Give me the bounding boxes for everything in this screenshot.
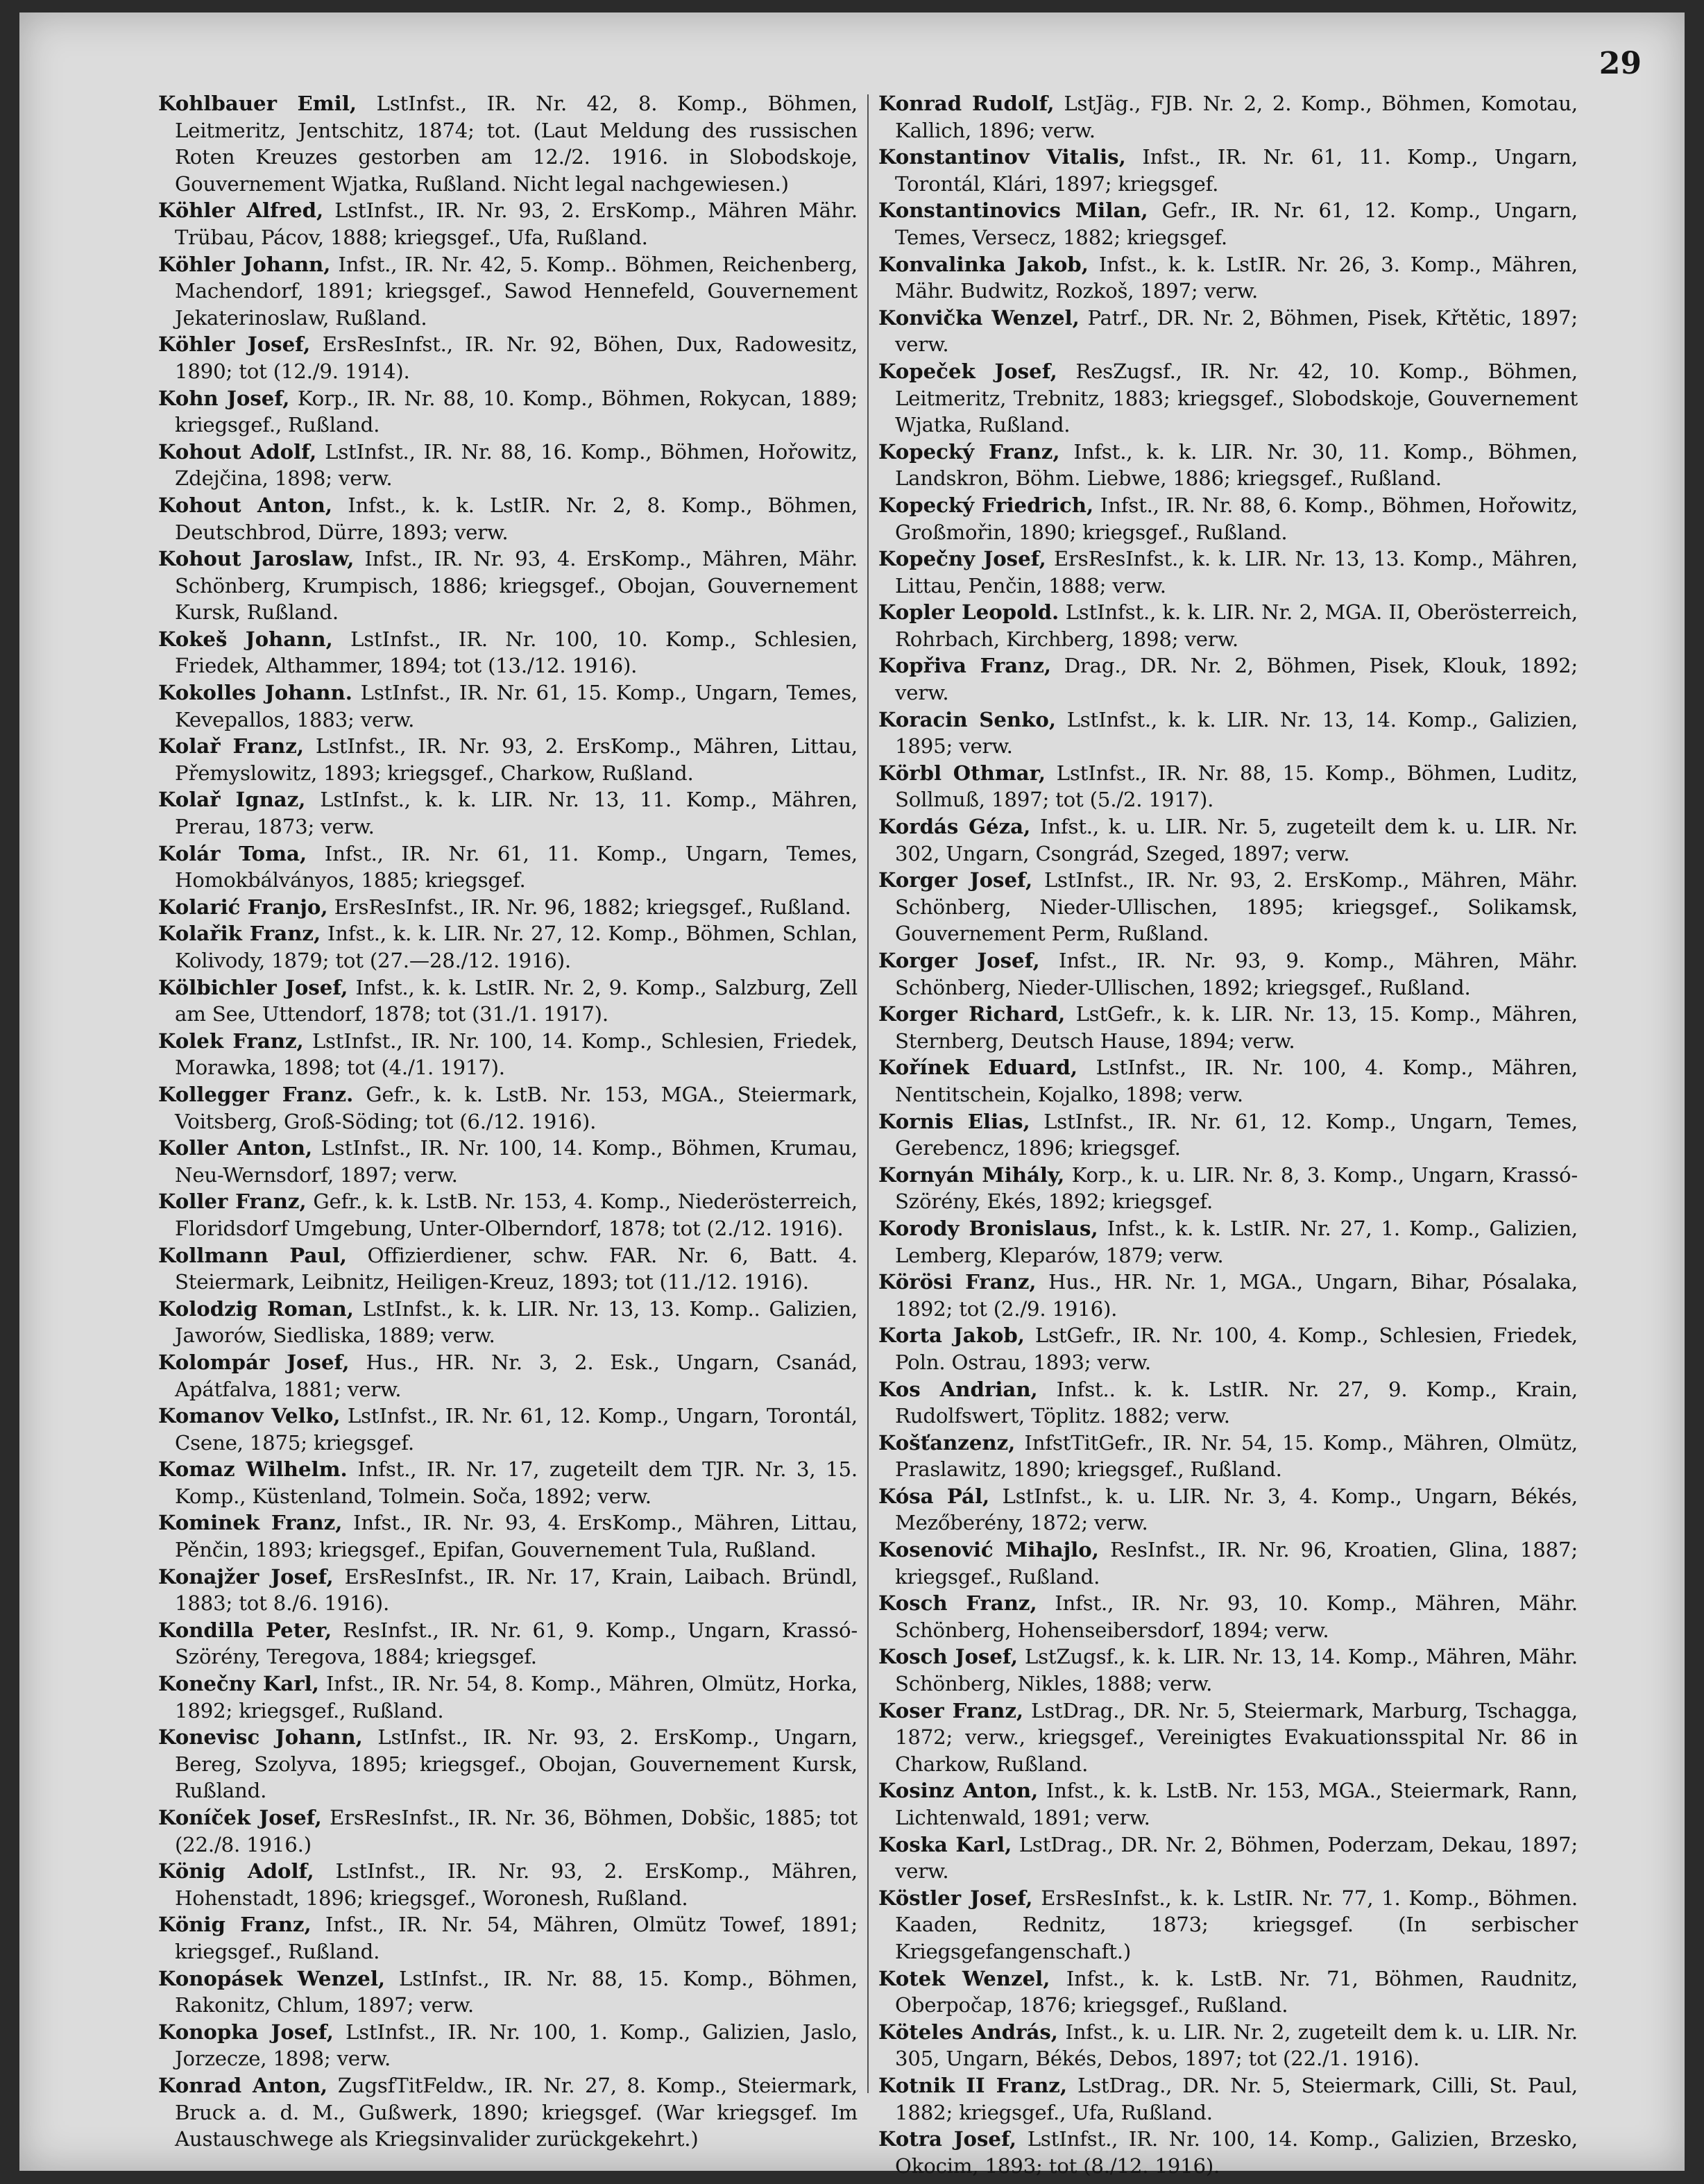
list-entry <box>878 867 1578 947</box>
entry-name: Kořínek Eduard, <box>878 1056 1077 1080</box>
list-entry <box>158 331 858 384</box>
list-entry <box>878 2126 1578 2179</box>
entry-name: Kokolles Johann. <box>158 681 352 705</box>
entry-details: Gefr., k. k. LstB. Nr. 153, 4. Komp., Niederösterreich, Floridsdorf Umgebung, Unter-Olberndorf, 1878; tot (2./12. 1916). <box>175 1190 858 1240</box>
list-entry <box>878 2072 1578 2126</box>
entry-name: Korger Richard, <box>878 1002 1066 1026</box>
list-entry <box>878 251 1578 305</box>
entry-details: Infst., k. k. LIR. Nr. 30, 11. Komp., Böhmen, Landskron, Böhm. Liebwe, 1886; kriegsgef., Rußland. <box>895 439 1578 491</box>
list-entry <box>158 626 858 679</box>
entry-name: Konevisc Johann, <box>158 1725 363 1750</box>
entry-details: Hus., HR. Nr. 3, 2. Esk., Ungarn, Csanád, Apátfalva, 1881; verw. <box>175 1350 858 1401</box>
entry-name: Kornis Elias, <box>878 1109 1030 1133</box>
entry-name: Kosinz Anton, <box>878 1779 1039 1803</box>
list-entry <box>158 1296 858 1349</box>
list-entry <box>158 1911 858 1965</box>
list-entry <box>878 813 1578 867</box>
entry-name: Konstantinov Vitalis, <box>878 145 1126 169</box>
entry-name: Kos Andrian, <box>878 1377 1038 1401</box>
list-entry <box>878 197 1578 251</box>
entry-details: LstInfst., IR. Nr. 88, 15. Komp., Böhmen, Luditz, Sollmuß, 1897; tot (5./2. 1917). <box>895 761 1578 812</box>
entry-details: Infst., k. k. LIR. Nr. 27, 12. Komp., Böhmen, Schlan, Kolivody, 1879; tot (27.—28./12. 1916). <box>175 922 858 972</box>
list-entry <box>878 1322 1578 1375</box>
entry-details: LstInfst., IR. Nr. 100, 10. Komp., Schlesien, Friedek, Althammer, 1894; tot (13./12. 1916). <box>175 627 858 678</box>
entry-name: Konstantinovics Milan, <box>878 198 1148 223</box>
entry-name: Kornyán Mihály, <box>878 1162 1065 1187</box>
list-entry <box>878 1215 1578 1269</box>
entry-name: Körbl Othmar, <box>878 761 1046 785</box>
entry-name: Kopeček Josef, <box>878 359 1057 383</box>
list-entry <box>158 1564 858 1617</box>
entry-name: Konečny Karl, <box>158 1672 319 1696</box>
list-entry <box>158 439 858 492</box>
entry-details: Infst., IR. Nr. 54, 8. Komp., Mähren, Olmütz, Horka, 1892; kriegsgef., Rußland. <box>175 1672 858 1722</box>
entry-details: LstInfst., IR. Nr. 61, 12. Komp., Ungarn, Temes, Gerebencz, 1896; kriegsgef. <box>895 1109 1578 1160</box>
entry-details: LstDrag., DR. Nr. 5, Steiermark, Marburg, Tschagga, 1872; verw., kriegsgef., Vereinigtes Evakuationsspital Nr. 86 in Charkow, Rußland. <box>895 1698 1578 1776</box>
list-entry <box>158 197 858 251</box>
entry-name: Kolarić Franjo, <box>158 895 328 919</box>
entry-details: LstInfst., k. u. LIR. Nr. 3, 4. Komp., Ungarn, Békés, Mezőberény, 1872; verw. <box>895 1484 1578 1535</box>
list-entry <box>158 385 858 439</box>
entry-name: Koska Karl, <box>878 1832 1012 1856</box>
list-entry <box>878 1269 1578 1322</box>
list-entry <box>878 706 1578 760</box>
entry-details: Gefr., k. k. LstB. Nr. 153, MGA., Steiermark, Voitsberg, Groß-Söding; tot (6./12. 1916). <box>175 1082 858 1133</box>
list-entry <box>158 894 858 921</box>
entry-details: Infst., k. u. LIR. Nr. 2, zugeteilt dem k. u. LIR. Nr. 305, Ungarn, Békés, Debos, 1897; tot (22./1. 1916). <box>895 2020 1578 2071</box>
entry-details: LstInfst., IR. Nr. 100, 14. Komp., Galizien, Brzesko, Okocim, 1893; tot (8./12. 1916). <box>895 2127 1578 2178</box>
entry-name: Konopásek Wenzel, <box>158 1966 386 1990</box>
list-entry <box>158 1617 858 1670</box>
list-entry <box>878 1537 1578 1590</box>
list-entry <box>158 1403 858 1456</box>
list-entry <box>158 733 858 786</box>
entry-name: Komaz Wilhelm. <box>158 1457 348 1482</box>
entry-name: Kollmann Paul, <box>158 1243 347 1267</box>
list-entry <box>878 1162 1578 1215</box>
list-entry <box>158 840 858 894</box>
entry-details: LstInfst., IR. Nr. 93, 2. ErsKomp., Mähren, Hohenstadt, 1896; kriegsgef., Woronesh, Rußland. <box>175 1859 858 1910</box>
list-entry <box>158 492 858 545</box>
entry-name: Kosch Franz, <box>878 1591 1037 1616</box>
entry-details: Infst., k. k. LstIR. Nr. 2, 9. Komp., Salzburg, Zell am See, Uttendorf, 1878; tot (31./1. 1917). <box>175 975 858 1026</box>
entry-details: Korp., k. u. LIR. Nr. 8, 3. Komp., Ungarn, Krassó-Szörény, Ekés, 1892; kriegsgef. <box>895 1162 1578 1214</box>
entry-name: König Adolf, <box>158 1859 314 1884</box>
entry-details: Infst., k. k. LstIR. Nr. 2, 8. Komp., Böhmen, Deutschbrod, Dürre, 1893; verw. <box>175 493 858 544</box>
entry-details: LstDrag., DR. Nr. 5, Steiermark, Cilli, St. Paul, 1882; kriegsgef., Ufa, Rußland. <box>895 2073 1578 2124</box>
list-entry <box>158 2019 858 2072</box>
entry-name: Košťanzenz, <box>878 1430 1016 1455</box>
list-entry <box>878 90 1578 144</box>
entry-name: Kopečny Josef, <box>878 547 1046 571</box>
list-entry <box>158 1858 858 1911</box>
entry-details: Infst., IR. Nr. 88, 6. Komp., Böhmen, Hořowitz, Großmořin, 1890; kriegsgef., Rußland. <box>895 493 1578 544</box>
entry-details: Offizierdiener, schw. FAR. Nr. 6, Batt. 4. Steiermark, Leibnitz, Heiligen-Kreuz, 1893; tot (11./12. 1916). <box>175 1243 858 1294</box>
entry-details: ErsResInfst., IR. Nr. 17, Krain, Laibach. Bründl, 1883; tot 8./6. 1916). <box>175 1564 858 1616</box>
entry-details: LstDrag., DR. Nr. 2, Böhmen, Poderzam, Dekau, 1897; verw. <box>895 1832 1578 1884</box>
entry-details: ErsResInfst., k. k. LstIR. Nr. 77, 1. Komp., Böhmen. Kaaden, Rednitz, 1873; kriegsgef. (In serbischer Kriegsgefangenschaft.) <box>895 1886 1578 1963</box>
entry-name: Koller Franz, <box>158 1190 307 1214</box>
entry-details: LstInfst., IR. Nr. 42, 8. Komp., Böhmen, Leitmeritz, Jentschitz, 1874; tot. (Laut Meldung des russischen Roten Kreuzes gestorben am 12./2. 1916. in Slobodskoje, Gouvernement Wjatka, Rußland. Nicht legal nachgewiesen.) <box>175 92 858 196</box>
entry-name: Kolodzig Roman, <box>158 1296 354 1321</box>
list-entry <box>878 1831 1578 1885</box>
entry-name: Korody Bronislaus, <box>878 1216 1098 1240</box>
entry-name: Koser Franz, <box>878 1698 1024 1722</box>
entry-details: Infst., IR. Nr. 93, 9. Komp., Mähren, Mähr. Schönberg, Nieder-Ullischen, 1892; kriegsgef., Rußland. <box>895 949 1578 999</box>
entry-details: ZugsfTitFeldw., IR. Nr. 27, 8. Komp., Steiermark, Bruck a. d. M., Gußwerk, 1890; kriegsgef. (War kriegsgef. Im Austauschwege als Kriegsinvalider zurückgekehrt.) <box>175 2073 858 2151</box>
list-entry <box>158 1724 858 1804</box>
entry-name: Korger Josef, <box>878 949 1040 972</box>
entry-name: Kokeš Johann, <box>158 627 333 651</box>
list-entry <box>878 545 1578 599</box>
list-entry <box>878 1376 1578 1430</box>
entry-name: Kolař Ignaz, <box>158 788 306 812</box>
list-entry <box>158 90 858 197</box>
entry-name: Köteles András, <box>878 2020 1058 2044</box>
entry-details: Infst., IR. Nr. 61, 11. Komp., Ungarn, Torontál, Klári, 1897; kriegsgef. <box>895 145 1578 196</box>
entry-name: Konvička Wenzel, <box>878 305 1080 330</box>
list-entry <box>878 2019 1578 2072</box>
entry-name: Kondilla Peter, <box>158 1618 332 1642</box>
entry-details: ErsResInfst., IR. Nr. 96, 1882; kriegsgef., Rußland. <box>327 895 851 919</box>
entry-name: Kordás Géza, <box>878 815 1031 839</box>
entry-name: Konrad Rudolf, <box>878 92 1055 115</box>
entry-details: LstZugsf., k. k. LIR. Nr. 13, 14. Komp., Mähren, Mähr. Schönberg, Nikles, 1888; verw. <box>895 1645 1578 1696</box>
entry-name: Koller Anton, <box>158 1136 313 1160</box>
entry-name: Kohout Jaroslaw, <box>158 547 355 571</box>
entry-name: Korger Josef, <box>878 868 1033 892</box>
entry-name: Kopecký Franz, <box>878 439 1060 464</box>
entry-details: LstInfst., IR. Nr. 100, 14. Komp., Schlesien, Friedek, Morawka, 1898; tot (4./1. 1917). <box>175 1028 858 1080</box>
list-entry <box>158 1135 858 1188</box>
entry-name: Kohout Adolf, <box>158 439 317 464</box>
entry-name: Konrad Anton, <box>158 2073 328 2097</box>
list-entry <box>158 251 858 332</box>
list-entry <box>878 947 1578 1001</box>
entry-name: Kohout Anton, <box>158 493 333 517</box>
entry-details: LstJäg., FJB. Nr. 2, 2. Komp., Böhmen, Komotau, Kallich, 1896; verw. <box>895 92 1578 142</box>
list-entry <box>878 760 1578 813</box>
entry-name: Kosch Josef, <box>878 1645 1018 1669</box>
entry-name: Kölbichler Josef, <box>158 975 348 999</box>
entry-details: ErsResInfst., k. k. LIR. Nr. 13, 13. Komp., Mähren, Littau, Penčin, 1888; verw. <box>895 547 1578 598</box>
left-column <box>158 90 858 2153</box>
list-entry <box>878 492 1578 545</box>
entry-details: LstInfst., IR. Nr. 61, 12. Komp., Ungarn, Torontál, Csene, 1875; kriegsgef. <box>175 1404 858 1455</box>
entry-name: Konopka Josef, <box>158 2020 334 2044</box>
list-entry <box>158 920 858 974</box>
entry-details: Infst., IR. Nr. 42, 5. Komp.. Böhmen, Reichenberg, Machendorf, 1891; kriegsgef., Sawod Hennefeld, Gouvernement Jekaterinoslaw, Rußland. <box>175 252 858 330</box>
list-entry <box>158 1670 858 1724</box>
entry-details: InfstTitGefr., IR. Nr. 54, 15. Komp., Mähren, Olmütz, Praslawitz, 1890; kriegsgef., Rußland. <box>895 1430 1578 1482</box>
list-entry <box>158 1804 858 1858</box>
list-entry <box>158 679 858 733</box>
entry-details: Infst., IR. Nr. 17, zugeteilt dem TJR. Nr. 3, 15. Komp., Küstenland, Tolmein. Soča, 1892; verw. <box>175 1457 858 1508</box>
list-entry <box>878 1965 1578 2019</box>
entry-name: Köhler Johann, <box>158 252 331 276</box>
list-entry <box>158 1456 858 1509</box>
entry-name: Kollegger Franz. <box>158 1082 354 1106</box>
entry-details: Infst., k. k. LstIR. Nr. 27, 1. Komp., Galizien, Lemberg, Kleparów, 1879; verw. <box>895 1216 1578 1267</box>
entry-details: LstInfst., IR. Nr. 93, 2. ErsKomp., Mähren, Littau, Přemyslowitz, 1893; kriegsgef., Charkow, Rußland. <box>175 734 858 785</box>
entry-name: Kopřiva Franz, <box>878 654 1052 678</box>
entry-details: Drag., DR. Nr. 2, Böhmen, Pisek, Klouk, 1892; verw. <box>895 654 1578 705</box>
list-entry <box>878 1885 1578 1965</box>
list-entry <box>158 974 858 1028</box>
entry-details: Infst., IR. Nr. 54, Mähren, Olmütz Towef, 1891; kriegsgef., Rußland. <box>175 1913 858 1963</box>
entry-details: LstInfst., IR. Nr. 100, 4. Komp., Mähren, Nentitschein, Kojalko, 1898; verw. <box>895 1056 1578 1106</box>
list-entry <box>878 1590 1578 1643</box>
entry-details: Infst., IR. Nr. 93, 4. ErsKomp., Mähren, Mähr. Schönberg, Krumpisch, 1886; kriegsgef., Obojan, Gouvernement Kursk, Rußland. <box>175 547 858 625</box>
entry-details: LstInfst., IR. Nr. 61, 15. Komp., Ungarn, Temes, Kevepallos, 1883; verw. <box>175 681 858 731</box>
entry-details: LstInfst., IR. Nr. 93, 2. ErsKomp., Ungarn, Bereg, Szolyva, 1895; kriegsgef., Obojan, Gouvernement Kursk, Rußland. <box>175 1725 858 1803</box>
list-entry <box>158 545 858 626</box>
entry-details: Infst., k. k. LstIR. Nr. 26, 3. Komp., Mähren, Mähr. Budwitz, Rozkoš, 1897; verw. <box>895 252 1578 303</box>
document-page <box>19 12 1685 2178</box>
entry-details: LstInfst., k. k. LIR. Nr. 13, 13. Komp.. Galizien, Jaworów, Siedliska, 1889; verw. <box>175 1296 858 1348</box>
entry-details: ErsResInfst., IR. Nr. 92, Böhen, Dux, Radowesitz, 1890; tot (12./9. 1914). <box>175 332 858 383</box>
list-entry <box>878 305 1578 358</box>
list-entry <box>878 1054 1578 1108</box>
entry-details: Infst., IR. Nr. 61, 11. Komp., Ungarn, Temes, Homokbálványos, 1885; kriegsgef. <box>175 841 858 892</box>
entry-details: Infst.. k. k. LstIR. Nr. 27, 9. Komp., Krain, Rudolfswert, Töplitz. 1882; verw. <box>895 1377 1578 1428</box>
list-entry <box>878 1777 1578 1831</box>
right-column <box>878 90 1578 2179</box>
entry-name: Körösi Franz, <box>878 1270 1037 1294</box>
entry-name: Kohn Josef, <box>158 386 290 410</box>
entry-details: Korp., IR. Nr. 88, 10. Komp., Böhmen, Rokycan, 1889; kriegsgef., Rußland. <box>175 386 858 437</box>
list-entry <box>878 1643 1578 1697</box>
list-entry <box>158 2072 858 2153</box>
entry-name: Korta Jakob, <box>878 1323 1025 1348</box>
entry-name: König Franz, <box>158 1913 312 1937</box>
entry-name: Kósa Pál, <box>878 1484 990 1508</box>
entry-name: Kopecký Friedrich, <box>878 493 1094 517</box>
entry-name: Konajžer Josef, <box>158 1564 334 1589</box>
list-entry <box>878 1001 1578 1054</box>
entry-details: Infst., k. u. LIR. Nr. 5, zugeteilt dem k. u. LIR. Nr. 302, Ungarn, Csongrád, Szeged, 1897; verw. <box>895 815 1578 865</box>
entry-name: Koracin Senko, <box>878 707 1056 731</box>
list-entry <box>878 1430 1578 1483</box>
list-entry <box>878 1698 1578 1778</box>
entry-details: ResInfst., IR. Nr. 61, 9. Komp., Ungarn, Krassó-Szörény, Teregova, 1884; kriegsgef. <box>175 1618 858 1669</box>
list-entry <box>158 1242 858 1296</box>
entry-details: LstGefr., k. k. LIR. Nr. 13, 15. Komp., Mähren, Sternberg, Deutsch Hause, 1894; verw. <box>895 1002 1578 1053</box>
entry-details: LstInfst., k. k. LIR. Nr. 13, 14. Komp., Galizien, 1895; verw. <box>895 707 1578 759</box>
entry-name: Kolár Toma, <box>158 841 307 865</box>
entry-name: Konvalinka Jakob, <box>878 252 1089 276</box>
entry-name: Komanov Velko, <box>158 1404 341 1428</box>
entry-name: Kominek Franz, <box>158 1511 343 1535</box>
entry-details: LstInfst., IR. Nr. 88, 16. Komp., Böhmen, Hořowitz, Zdejčina, 1898; verw. <box>175 439 858 491</box>
entry-details: ResInfst., IR. Nr. 96, Kroatien, Glina, 1887; kriegsgef., Rußland. <box>895 1538 1578 1589</box>
entry-details: Infst., IR. Nr. 93, 10. Komp., Mähren, Mähr. Schönberg, Hohenseibersdorf, 1894; verw. <box>895 1591 1578 1642</box>
entry-details: Infst., k. k. LstB. Nr. 71, Böhmen, Raudnitz, Oberpočap, 1876; kriegsgef., Rußland. <box>895 1966 1578 2017</box>
list-entry <box>158 786 858 840</box>
entry-details: LstInfst., IR. Nr. 100, 14. Komp., Böhmen, Krumau, Neu-Wernsdorf, 1897; verw. <box>175 1136 858 1187</box>
entry-details: LstInfst., IR. Nr. 88, 15. Komp., Böhmen, Rakonitz, Chlum, 1897; verw. <box>175 1966 858 2017</box>
entry-details: LstInfst., k. k. LIR. Nr. 13, 11. Komp., Mähren, Prerau, 1873; verw. <box>175 788 858 839</box>
list-entry <box>878 1108 1578 1162</box>
list-entry <box>158 1349 858 1403</box>
entry-details: LstGefr., IR. Nr. 100, 4. Komp., Schlesien, Friedek, Poln. Ostrau, 1893; verw. <box>895 1323 1578 1374</box>
entry-name: Koníček Josef, <box>158 1806 322 1829</box>
list-entry <box>158 1965 858 2019</box>
entry-name: Kolařik Franz, <box>158 922 321 946</box>
list-entry <box>158 1188 858 1242</box>
entry-name: Kolař Franz, <box>158 734 304 759</box>
entry-name: Kopler Leopold. <box>878 600 1059 625</box>
list-entry <box>878 358 1578 439</box>
entry-details: Infst., k. k. LstB. Nr. 153, MGA., Steiermark, Rann, Lichtenwald, 1891; verw. <box>895 1779 1578 1829</box>
entry-name: Kotek Wenzel, <box>878 1966 1050 1990</box>
entry-details: LstInfst., IR. Nr. 93, 2. ErsKomp., Mähren, Mähr. Schönberg, Nieder-Ullischen, 1895; kriegsgef., Solikamsk, Gouvernement Perm, Rußland. <box>895 868 1578 946</box>
entry-name: Köstler Josef, <box>878 1886 1033 1910</box>
entry-name: Kohlbauer Emil, <box>158 92 357 115</box>
entry-name: Kolompár Josef, <box>158 1350 350 1374</box>
entry-details: Patrf., DR. Nr. 2, Böhmen, Pisek, Křtětic, 1897; verw. <box>895 305 1578 357</box>
list-entry <box>158 1081 858 1135</box>
entry-details: ErsResInfst., IR. Nr. 36, Böhmen, Dobšic, 1885; tot (22./8. 1916.) <box>175 1806 858 1856</box>
entry-name: Köhler Josef, <box>158 332 311 357</box>
entry-details: LstInfst., k. k. LIR. Nr. 2, MGA. II, Oberösterreich, Rohrbach, Kirchberg, 1898; verw. <box>895 600 1578 651</box>
entry-details: LstInfst., IR. Nr. 93, 2. ErsKomp., Mähren Mähr. Trübau, Pácov, 1888; kriegsgef., Ufa, Rußland. <box>175 198 858 249</box>
entry-details: LstInfst., IR. Nr. 100, 1. Komp., Galizien, Jaslo, Jorzecze, 1898; verw. <box>175 2020 858 2071</box>
list-entry <box>878 1483 1578 1537</box>
entry-name: Kotnik II Franz, <box>878 2073 1068 2097</box>
entry-name: Kotra Josef, <box>878 2127 1017 2151</box>
entry-details: Hus., HR. Nr. 1, MGA., Ungarn, Bihar, Pósalaka, 1892; tot (2./9. 1916). <box>895 1270 1578 1321</box>
entry-name: Kosenović Mihajlo, <box>878 1538 1099 1562</box>
list-entry <box>878 439 1578 492</box>
list-entry <box>158 1028 858 1081</box>
list-entry <box>158 1509 858 1563</box>
list-entry <box>878 652 1578 706</box>
entry-details: Infst., IR. Nr. 93, 4. ErsKomp., Mähren, Littau, Pěnčin, 1893; kriegsgef., Epifan, Gouvernement Tula, Rußland. <box>175 1511 858 1562</box>
list-entry <box>878 144 1578 197</box>
entry-details: Gefr., IR. Nr. 61, 12. Komp., Ungarn, Temes, Versecz, 1882; kriegsgef. <box>895 198 1578 249</box>
column-divider <box>867 94 869 2093</box>
entry-details: ResZugsf., IR. Nr. 42, 10. Komp., Böhmen, Leitmeritz, Trebnitz, 1883; kriegsgef., Slobodskoje, Gouvernement Wjatka, Rußland. <box>895 359 1578 437</box>
entry-name: Kolek Franz, <box>158 1028 304 1053</box>
entry-name: Köhler Alfred, <box>158 198 324 223</box>
page-number: 29 <box>1599 46 1642 81</box>
list-entry <box>878 599 1578 652</box>
